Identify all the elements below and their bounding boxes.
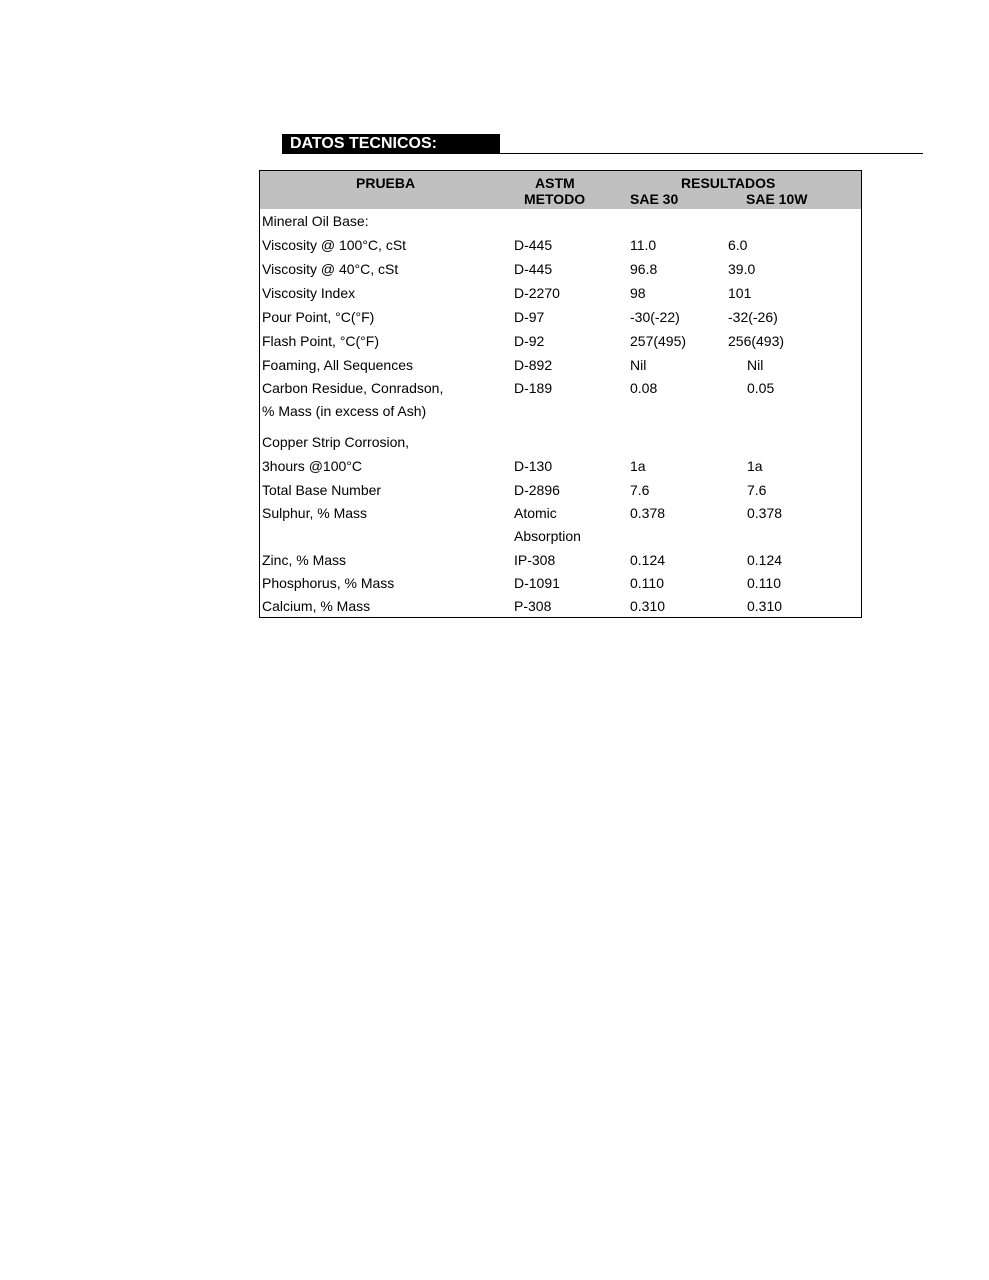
table-row (260, 378, 861, 398)
cell-test: Phosphorus, % Mass (262, 575, 395, 591)
cell-sae10w: Nil (747, 357, 764, 373)
cell-sae10w: 1a (747, 458, 763, 474)
header-astm: ASTM (535, 175, 575, 191)
cell-test: Carbon Residue, Conradson, (262, 380, 444, 396)
cell-method: D-445 (514, 261, 553, 277)
table-row (260, 259, 861, 279)
table-row (260, 432, 861, 452)
cell-method: Atomic (514, 505, 557, 521)
header-sae30: SAE 30 (630, 191, 679, 207)
cell-test: Viscosity @ 100°C, cSt (262, 237, 407, 253)
table-row (260, 235, 861, 255)
cell-test: Zinc, % Mass (262, 552, 347, 568)
cell-sae10w: 7.6 (747, 482, 767, 498)
cell-sae30: 0.124 (630, 552, 666, 568)
cell-test: Sulphur, % Mass (262, 505, 368, 521)
cell-sae30: 0.310 (630, 598, 666, 614)
cell-sae10w: 0.05 (747, 380, 775, 396)
header-metodo: METODO (524, 191, 586, 207)
cell-test: Calcium, % Mass (262, 598, 371, 614)
cell-test: % Mass (in excess of Ash) (262, 403, 427, 419)
cell-sae30: 7.6 (630, 482, 650, 498)
cell-sae30: 0.110 (630, 575, 664, 591)
table-row (260, 283, 861, 303)
table-row (260, 573, 861, 593)
table-row (260, 331, 861, 351)
cell-test: Mineral Oil Base: (262, 213, 369, 229)
cell-sae10w: 256(493) (728, 333, 785, 349)
table-row (260, 550, 861, 570)
table-row (260, 211, 861, 231)
header-sae10w: SAE 10W (746, 191, 808, 207)
table-row (260, 596, 861, 616)
cell-test: Pour Point, °C(°F) (262, 309, 375, 325)
section-title: DATOS TECNICOS: (282, 134, 500, 154)
cell-method: D-189 (514, 380, 553, 396)
cell-test: 3hours @100°C (262, 458, 362, 474)
cell-method: D-2896 (514, 482, 560, 498)
cell-method: D-892 (514, 357, 553, 373)
table-row (260, 307, 861, 327)
cell-sae10w: 0.310 (747, 598, 783, 614)
technical-data-table (259, 170, 862, 618)
cell-sae10w: -32(-26) (728, 309, 778, 325)
cell-sae30: 257(495) (630, 333, 687, 349)
cell-test: Viscosity @ 40°C, cSt (262, 261, 399, 277)
table-row (260, 355, 861, 375)
cell-sae10w: 0.378 (747, 505, 783, 521)
table-row (260, 456, 861, 476)
cell-sae10w: 0.124 (747, 552, 783, 568)
cell-test: Total Base Number (262, 482, 382, 498)
cell-method: D-445 (514, 237, 553, 253)
cell-method: P-308 (514, 598, 552, 614)
section-divider (500, 153, 923, 154)
cell-method: D-1091 (514, 575, 560, 591)
cell-sae30: 1a (630, 458, 646, 474)
cell-method: D-92 (514, 333, 545, 349)
header-resultados: RESULTADOS (681, 175, 776, 191)
cell-test: Viscosity Index (262, 285, 356, 301)
table-row (260, 503, 861, 523)
header-prueba: PRUEBA (356, 175, 416, 191)
table-row (260, 401, 861, 421)
cell-method: D-2270 (514, 285, 560, 301)
cell-sae30: -30(-22) (630, 309, 680, 325)
cell-sae30: 0.08 (630, 380, 658, 396)
cell-sae10w: 6.0 (728, 237, 748, 253)
cell-sae30: 96.8 (630, 261, 658, 277)
cell-sae30: Nil (630, 357, 647, 373)
cell-method: Absorption (514, 528, 581, 544)
cell-test: Flash Point, °C(°F) (262, 333, 379, 349)
cell-test: Foaming, All Sequences (262, 357, 413, 373)
cell-method: IP-308 (514, 552, 556, 568)
cell-method: D-97 (514, 309, 545, 325)
cell-sae10w: 0.110 (747, 575, 781, 591)
cell-sae30: 0.378 (630, 505, 666, 521)
cell-sae10w: 101 (728, 285, 752, 301)
cell-test: Copper Strip Corrosion, (262, 434, 410, 450)
cell-sae30: 11.0 (630, 237, 657, 253)
table-row (260, 480, 861, 500)
table-header (260, 171, 861, 209)
table-row (260, 526, 861, 546)
cell-method: D-130 (514, 458, 553, 474)
cell-sae10w: 39.0 (728, 261, 756, 277)
cell-sae30: 98 (630, 285, 646, 301)
